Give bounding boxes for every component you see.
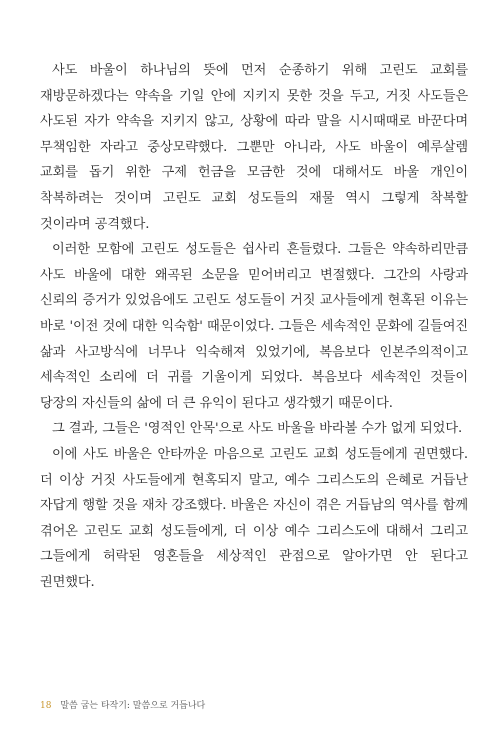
running-title: 말씀 굽는 타작기: 말씀으로 거듭나다	[60, 701, 206, 711]
paragraph: 그 결과, 그들은 '영적인 안목'으로 사도 바울을 바라볼 수가 없게 되었다.	[52, 421, 463, 437]
paragraph: 사도 바울이 하나님의 뜻에 먼저 순종하기 위해 고린도 교회를 재방문하겠다는 약속을 기일 안에 지키지 못한 것을 두고, 거짓 사도들은 사도된 자가 약속을 지키지 않고, 상황에 따라 말을 시시때때로 바꾼다며 무책임한 자라고 중상모략했다. 그뿐만 아니라, 사도 바울이 예루살렘 교회를 돕기 위한 구제 헌금을 모금한 것에 대해서도 바울 개인이 착복하려는 것이며 고린도 교회 성도들의 재물 역시 그렇게 착복할 것이라며 공격했다.	[40, 63, 468, 232]
paragraph: 이러한 모함에 고린도 성도들은 쉽사리 흔들렸다. 그들은 약속하리만큼 사도 바울에 대한 왜곡된 소문을 믿어버리고 변절했다. 그간의 사랑과 신뢰의 증거가 있었음에도 고린도 성도들이 거짓 교사들에게 현혹된 이유는 바로 '이전 것에 대한 익숙함' 때문이었다. 그들은 세속적인 문화에 길들여진 삶과 사고방식에 너무나 익숙해져 있었기에, 복음보다 인본주의적이고 세속적인 소리에 더 귀를 기울이게 되었다. 복음보다 세속적인 것들이 당장의 자신들의 삶에 더 큰 유익이 된다고 생각했기 때문이다.	[40, 242, 468, 411]
paragraph: 이에 사도 바울은 안타까운 마음으로 고린도 교회 성도들에게 권면했다. 더 이상 거짓 사도들에게 현혹되지 말고, 예수 그리스도의 은혜로 거듭난 자답게 행할 것을 재차 강조했다. 바울은 자신이 겪은 거듭남의 역사를 함께 겪어온 고린도 교회 성도들에게, 더 이상 예수 그리스도에 대해서 그리고 그들에게 허락된 영혼들을 세상적인 관점으로 알아가면 안 된다고 권면했다.	[40, 446, 468, 590]
page-footer	[40, 700, 205, 712]
page-number: 18	[40, 701, 52, 711]
body-text	[40, 58, 468, 595]
